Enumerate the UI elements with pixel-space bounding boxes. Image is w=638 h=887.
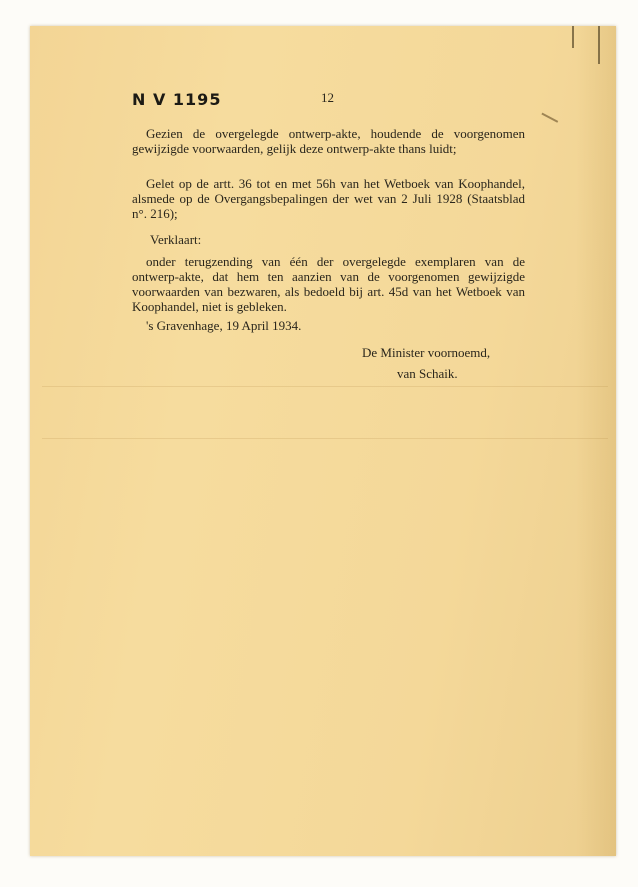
signature-role: De Minister voornoemd,: [362, 345, 491, 360]
edge-mark: [598, 26, 600, 64]
verklaart-heading: Verklaart:: [150, 232, 202, 247]
date-line: 's Gravenhage, 19 April 1934.: [146, 318, 302, 333]
page-number: 12: [321, 90, 334, 105]
document-code: N V 1195: [132, 90, 222, 109]
paragraph-gelet: Gelet op de artt. 36 tot en met 56h van het Wetboek van Koophandel, alsmede op de Overgangsbepalingen der wet van 2 Juli 1928 (Staatsblad n°. 216);: [132, 176, 525, 221]
paper-crease: [42, 438, 608, 439]
paragraph-gezien: Gezien de overgelegde ontwerp-akte, houdende de voorgenomen gewijzigde voorwaarden, gelijk deze ontwerp-akte thans luidt;: [132, 126, 525, 156]
signature-name: van Schaik.: [397, 366, 458, 381]
paper-crease: [42, 386, 608, 387]
paragraph-declaration: onder terugzending van één der overgelegde exemplaren van de ontwerp-akte, dat hem ten aanzien van de voorgenomen gewijzigde voorwaarden van bezwaren, als bedoeld bij art. 45d van het Wetboek van Koophandel, niet is gebleken.: [132, 254, 525, 314]
edge-mark: [572, 26, 574, 48]
